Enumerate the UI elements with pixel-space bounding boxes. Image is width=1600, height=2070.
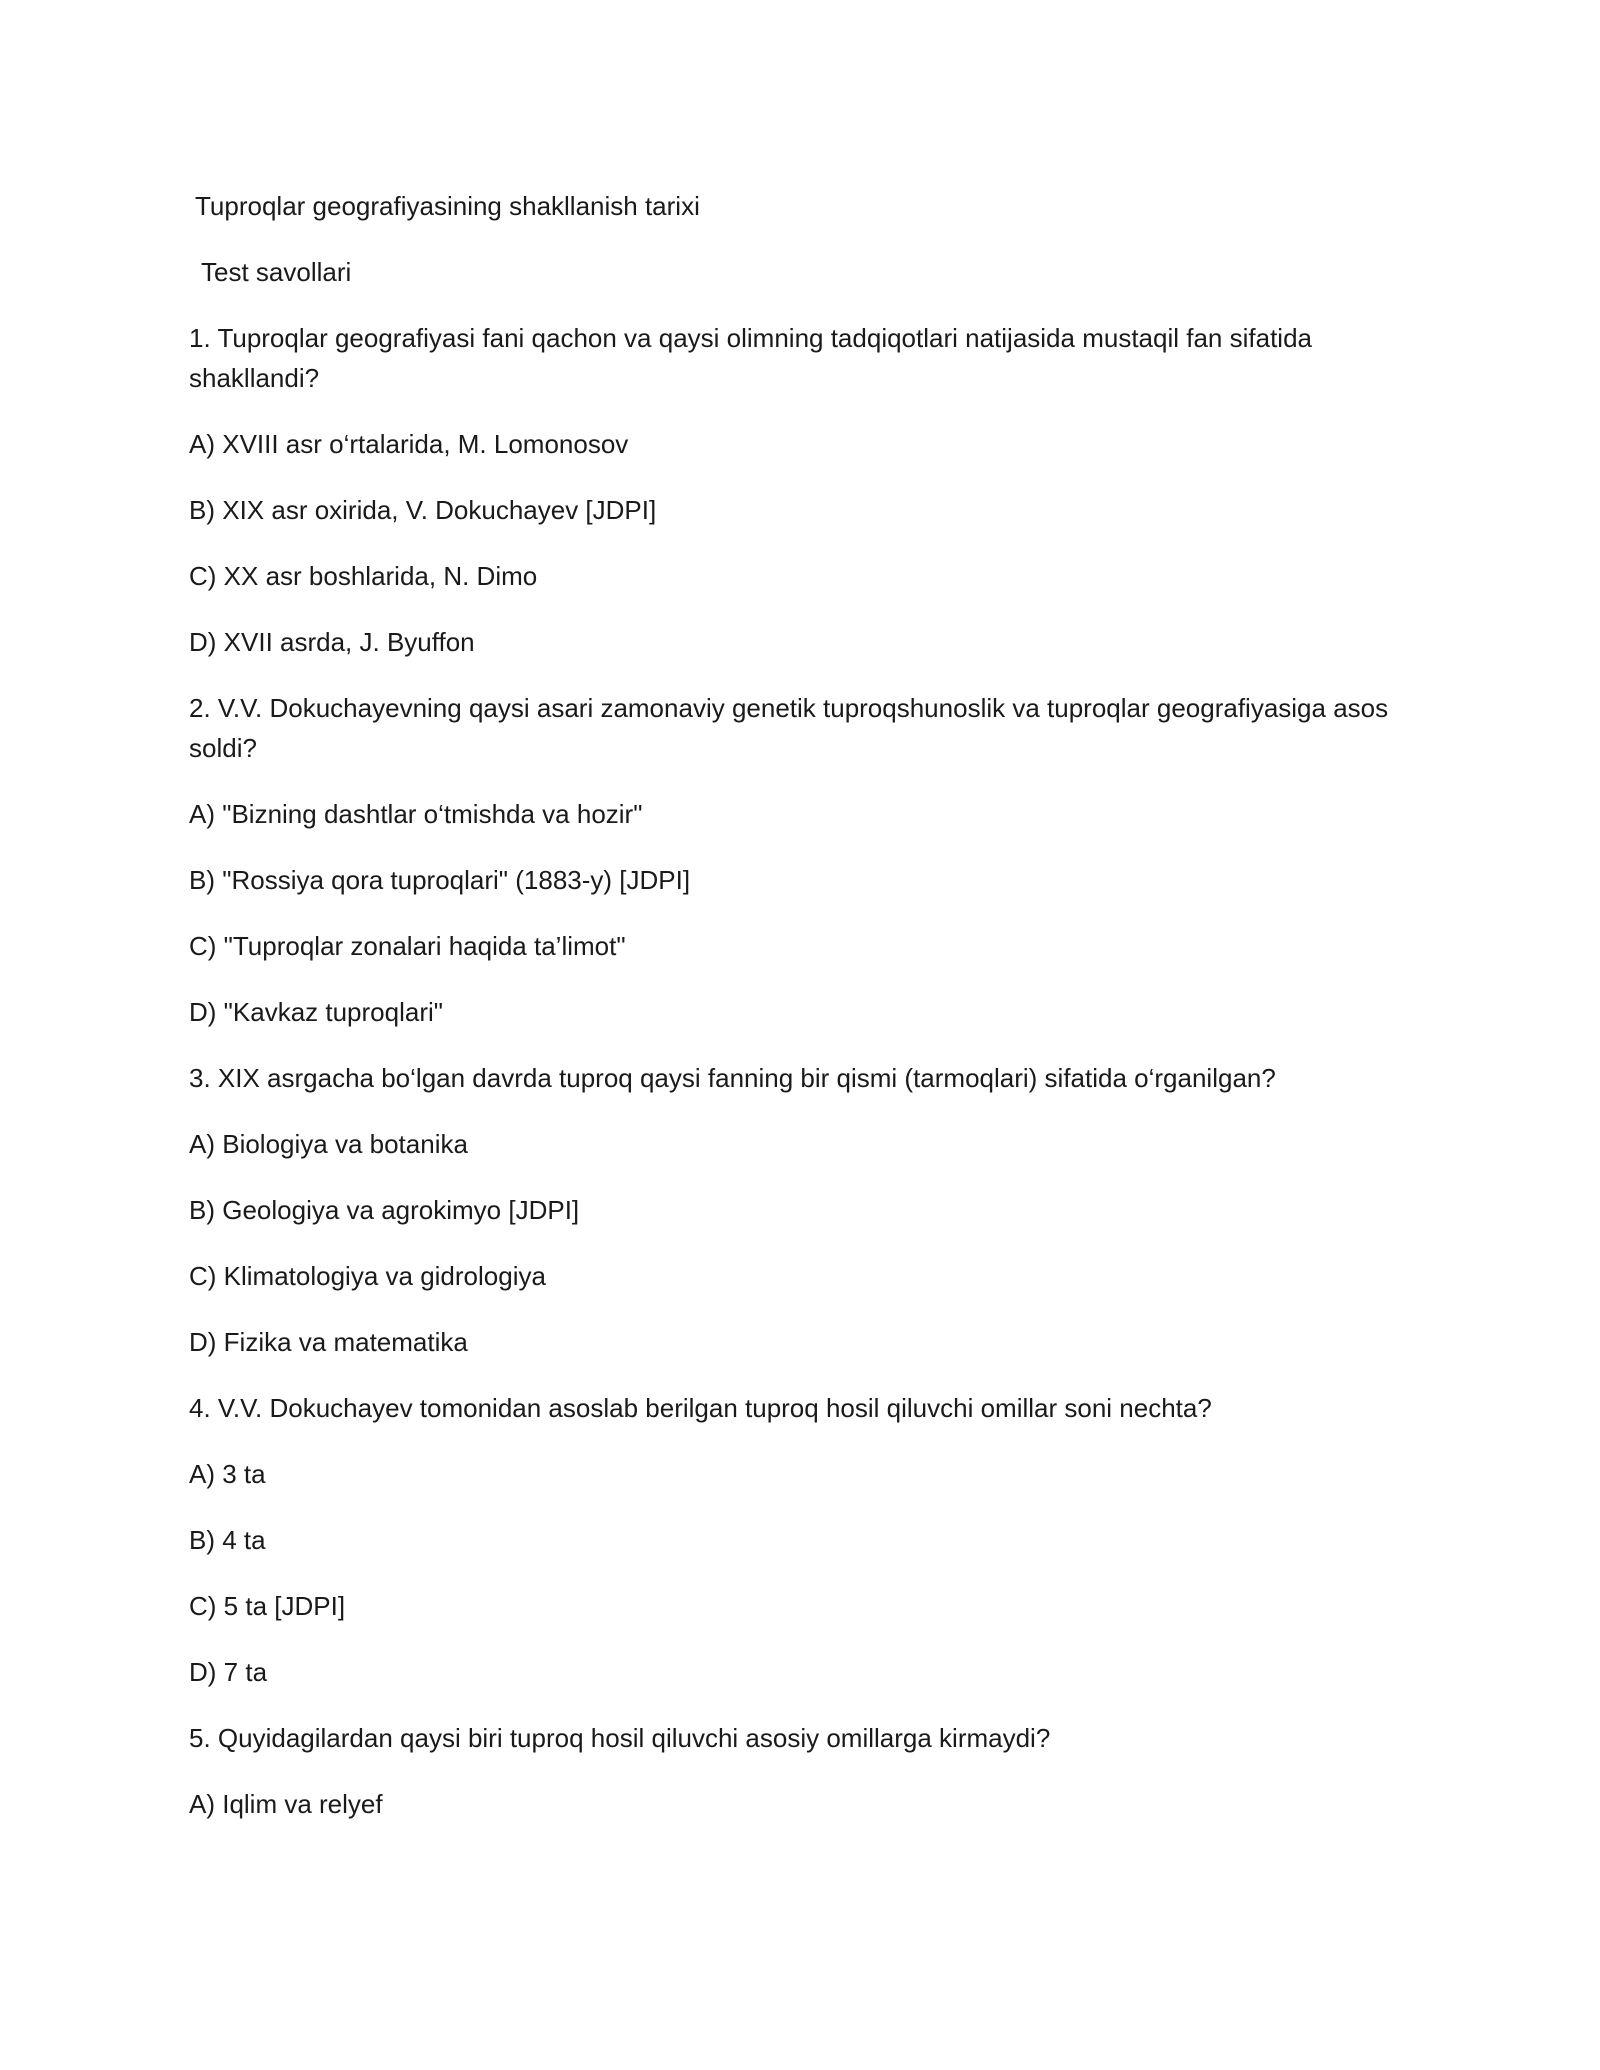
question-1-option-d: D) XVII asrda, J. Byuffon (189, 627, 475, 657)
question-5-option-a: A) Iqlim va relyef (189, 1789, 383, 1819)
question-3-option-a: A) Biologiya va botanika (189, 1129, 468, 1159)
question-2-option-d: D) "Kavkaz tuproqlari" (189, 997, 443, 1027)
question-3-option-b: B) Geologiya va agrokimyo [JDPI] (189, 1195, 580, 1225)
question-4-option-c: C) 5 ta [JDPI] (189, 1591, 346, 1621)
question-5-text: 5. Quyidagilardan qaysi biri tuproq hosil qiluvchi asosiy omillarga kirmaydi? (189, 1723, 1051, 1753)
question-1-option-c: C) XX asr boshlarida, N. Dimo (189, 561, 538, 591)
question-1-option-b: B) XIX asr oxirida, V. Dokuchayev [JDPI] (189, 495, 657, 525)
question-2-option-c: C) "Tuproqlar zonalari haqida ta’limot" (189, 931, 626, 961)
question-1-text: 1. Tuproqlar geografiyasi fani qachon va qaysi olimning tadqiqotlari natijasida mustaqil fan sifatida shakllandi? (189, 323, 1312, 393)
question-4-option-d: D) 7 ta (189, 1657, 268, 1687)
document-body (189, 186, 1419, 1850)
question-3-option-d: D) Fizika va matematika (189, 1327, 468, 1357)
question-3-option-c: C) Klimatologiya va gidrologiya (189, 1261, 546, 1291)
question-3-text: 3. XIX asrgacha bo‘lgan davrda tuproq qaysi fanning bir qismi (tarmoqlari) sifatida o‘rganilgan? (189, 1063, 1276, 1093)
question-4-option-a: A) 3 ta (189, 1459, 266, 1489)
question-1-option-a: A) XVIII asr o‘rtalarida, M. Lomonosov (189, 429, 629, 459)
document-title: Tuproqlar geografiyasining shakllanish tarixi (195, 191, 700, 221)
question-2-text: 2. V.V. Dokuchayevning qaysi asari zamonaviy genetik tuproqshunoslik va tuproqlar geografiyasiga asos soldi? (189, 693, 1389, 763)
document-subtitle: Test savollari (201, 257, 352, 287)
question-2-option-a: A) "Bizning dashtlar o‘tmishda va hozir" (189, 799, 643, 829)
question-4-text: 4. V.V. Dokuchayev tomonidan asoslab berilgan tuproq hosil qiluvchi omillar soni nechta? (189, 1393, 1212, 1423)
question-4-option-b: B) 4 ta (189, 1525, 266, 1555)
question-2-option-b: B) "Rossiya qora tuproqlari" (1883-y) [JDPI] (189, 865, 691, 895)
